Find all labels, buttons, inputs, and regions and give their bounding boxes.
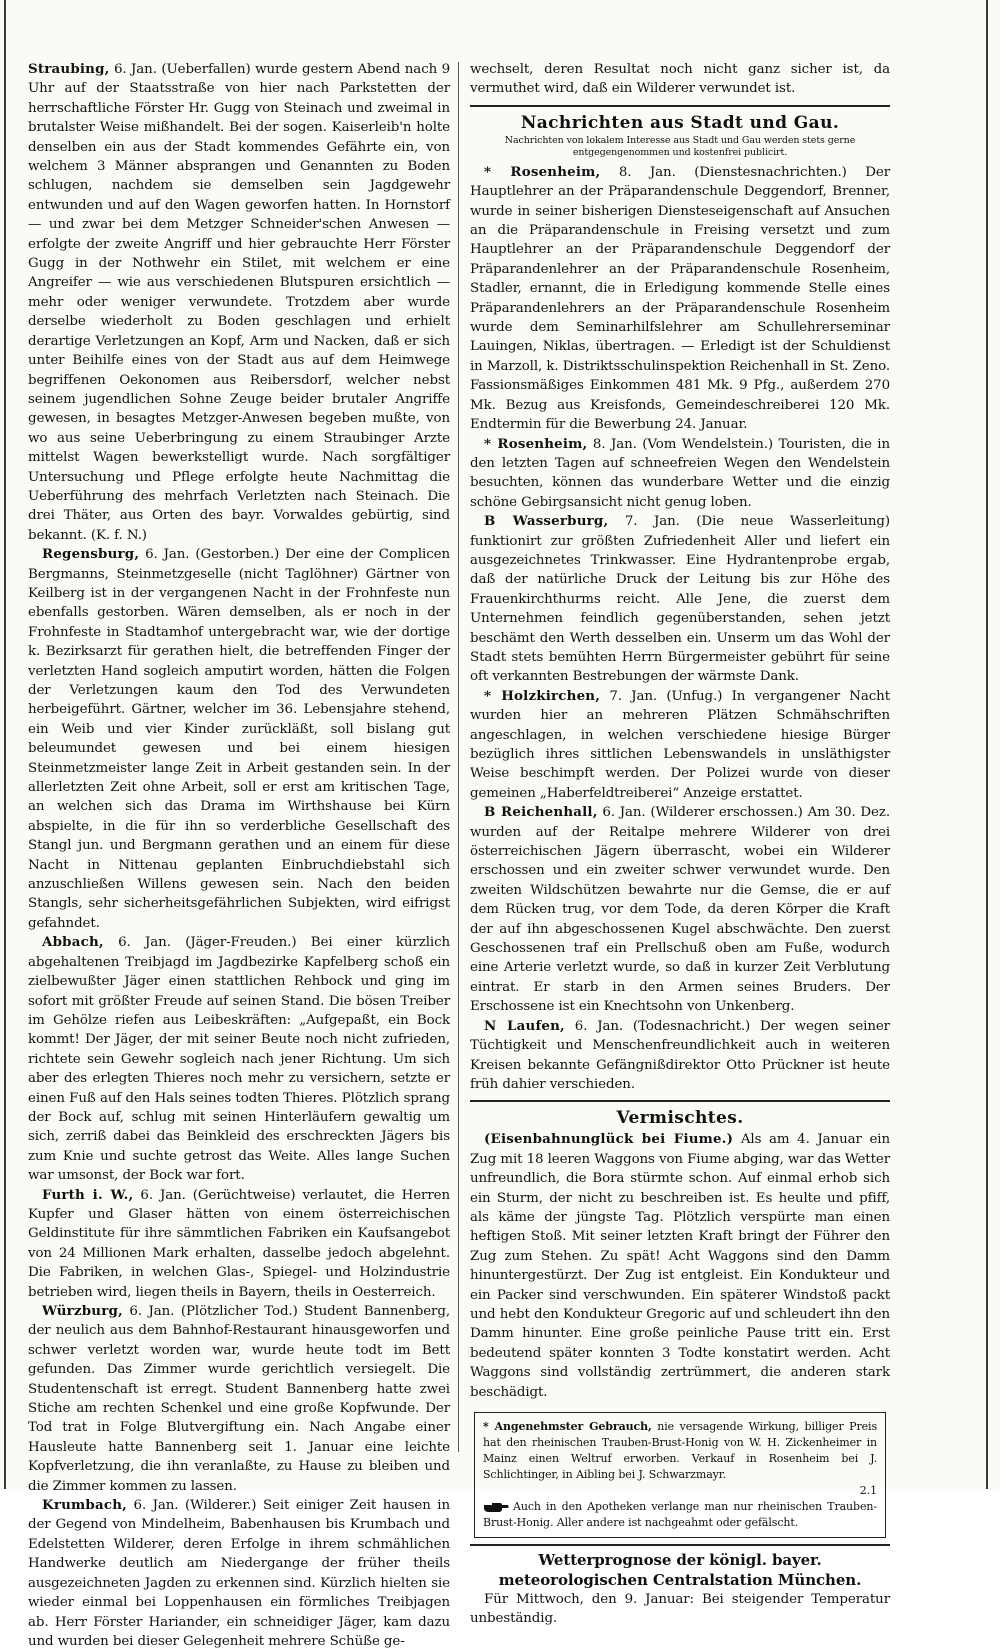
ad-number: 2.1 [859, 1484, 877, 1497]
pointing-hand-icon [483, 1501, 509, 1513]
article-reichenhall [470, 803, 890, 1016]
article-place: N Laufen, [484, 1017, 565, 1034]
ad-footer: Auch in den Apotheken verlange man nur rheinischen Trauben-Brust-Honig. Aller andere ist nachgeahmt oder gefälscht. [483, 1500, 877, 1529]
ad-body: nie versagende Wirkung, billiger Preis hat den rheinischen Trauben-Brust-Honig von W. H. Zickenheimer in Mainz einen Weltruf erworben. Verkauf in Rosenheim bei J. Schlichtinger, in Aibling bei J. Schwarzmayr. [483, 1420, 877, 1481]
article-place: * Rosenheim, [484, 435, 588, 452]
article-body: 6. Jan. (Jäger-Freuden.) Bei einer kürzlich abgehaltenen Treibjagd im Jagdbezirke Kapfelberg schoß ein zielbewußter Jäger einen stattlichen Rehbock und ging im sofort mit größter Freude auf seinen Stand. Die bösen Treiber im Gehölze riefen aus Leibeskräften: „Aufgepaßt, ein Bock kommt! Der Jäger, der mit seiner Beute noch nicht zufrieden, richtete sein Gewehr sogleich nach jener Richtung. Um sich aber des erlegten Thieres noch mehr zu versichern, setzte er einen Fuß auf den Hals seines todten Thieres. Plötzlich sprang der Bock auf, schlug mit seinen Hinterläufern gewaltig um sich, zerriß dabei das Beinkleid des erschreckten Jägers bis zum Knie und suchte getrost das Weite. Alles lange Suchen war umsonst, der Bock war fort. [28, 935, 450, 1184]
article-body: 7. Jan. (Unfug.) In vergangener Nacht wurden hier an mehreren Plätzen Schmähschriften angeschlagen, in welchen verschiedene hiesige Bürger bezüglich ihres sittlichen Lebenswandels in unsläthigster Weise beschimpft werden. Der Polizei wurde von dieser gemeinen „Haberfeldtreiberei“ Anzeige erstattet. [470, 688, 890, 801]
article-place: B Wasserburg, [484, 513, 609, 530]
article-holzkirchen [470, 687, 890, 803]
article-body: Als am 4. Januar ein Zug mit 18 leeren Waggons von Fiume abging, war das Wetter unfreundlich, die Bora stürmte schon. Auf einmal erhob sich ein Sturm, der nicht zu beschreiben ist. Es heulte und pfiff, als käme der jüngste Tag. Plötzlich verspürte man einen heftigen Stoß. Mit seiner letzten Kraft bringt der Führer den Zug zum Stehen. Zu spät! Acht Waggons sind den Damm hinuntergestürzt. Der Zug ist entgleist. Ein Kondukteur und ein Packer sind verschwunden. Ein späterer Windstoß packt und hebt den Kondukteur Gregoric auf und schleudert ihn den Damm hinunter. Eine große peinliche Pause tritt ein. Erst bedeutend später konnten 3 Todte konstatirt werden. Acht Waggons sind vollständig zertrümmert, die anderen stark beschädigt. [470, 1132, 890, 1400]
section-rule [470, 1100, 890, 1102]
article-place: * Holzkirchen, [484, 687, 601, 704]
article-body: 8. Jan. (Dienstesnachrichten.) Der Hauptlehrer an der Präparandenschule Deggendorf, Brenner, wurde in seiner bisherigen Diensteseigenschaft auf Ansuchen an die Präparandenschule in Freising versetzt und zum Hauptlehrer an der Präparandenschule Deggendorf der Präparandenlehrer an der Präparandenschule Rosenheim, Stadler, ernannt, die in Erledigung kommende Stelle eines Präparandenlehrers an der Präparandenschule Rosenheim wurde dem Seminarhilfslehrer am Schullehrerseminar Lauingen, Niklas, übertragen. — Erledigt ist der Schuldienst in Marzoll, k. Distriktsschulinspektion Reichenhall in St. Zeno. Fassionsmäßiges Einkommen 481 Mk. 9 Pfg., außerdem 270 Mk. Bezug aus Kreisfonds, Gemeindeschreiberei 120 Mk. Endtermin für die Bewerbung 24. Januar. [470, 164, 891, 433]
article-body: 6. Jan. (Plötzlicher Tod.) Student Bannenberg, der neulich aus dem Bahnhof-Restaurant hinausgeworfen und schwer verletzt worden war, wurde heute todt im Bett gefunden. Das Zimmer wurde gerichtlich versiegelt. Die Studentenschaft ist erregt. Student Bannenberg hatte zwei Stiche am rechten Schenkel und eine große Kopfwunde. Der Tod trat in Folge Blutvergiftung ein. Nach Angabe einer Hausleute hatte Bannenberg seit 1. Januar eine leichte Kopfverletzung, die ihn veranlaßte, zu Hause zu bleiben und die Zimmer kommen zu lassen. [28, 1304, 450, 1494]
ad-footer-line [483, 1499, 877, 1531]
article-place: Regensburg, [42, 546, 140, 563]
article-place: B Reichenhall, [484, 804, 598, 821]
article-place: Würzburg, [42, 1303, 123, 1319]
article-rosenheim-2 [470, 435, 890, 513]
article-wasserburg [470, 512, 890, 687]
article-place: * Rosenheim, [484, 163, 601, 180]
article-place: Straubing, [28, 61, 110, 77]
article-straubing [28, 60, 450, 545]
advertisement-box [474, 1412, 886, 1538]
weather-forecast: Für Mittwoch, den 9. Januar: Bei steigender Temperatur unbeständig. [470, 1592, 890, 1627]
article-body: 6. Jan. (Wilderer.) Seit einiger Zeit hausen in der Gegend von Mindelheim, Babenhausen bis Krumbach und Edelstetten Wilderer, deren Erfolge in ihrem schmählichen Handwerke deutlich am Niedergange der früher theils ausgezeichneten Jagden zu erkennen sind. Kürzlich hielten sie wieder einmal bei Loppenhausen ein förmliches Treibjagen ab. Herr Förster Hariander, ein schneidiger Jäger, kam dazu und wurden bei dieser Gelegenheit mehrere Schüße ge- [28, 1498, 450, 1649]
weather-title: Wetterprognose der königl. bayer. meteorologischen Centralstation München. [498, 1551, 862, 1589]
ad-title: * Angenehmster Gebrauch, [483, 1420, 652, 1433]
article-body: 6. Jan. (Gerüchtweise) verlautet, die Herren Kupfer und Glaser hätten von einem österreichischen Geldinstitute für ihre sämmtlichen Fabriken ein Kaufsangebot von 24 Millionen Mark erhalten, dasselbe jedoch abgelehnt. Die Fabriken, in welchen Glas-, Spiegel- und Holzindustrie betrieben wird, liegen theils in Bayern, theils in Oesterreich. [28, 1187, 450, 1300]
article-body: 6. Jan. (Wilderer erschossen.) Am 30. Dez. wurden auf der Reitalpe mehrere Wilderer von drei österreichischen Jägern überrascht, wobei ein Wilderer erschossen und ein zweiter schwer verwundet wurde. Den zweiten Wildschützen bewahrte nur die Gemse, die er auf dem Rücken trug, vor dem Tode, da deren Körper die Kraft der auf ihn abgeschossenen Kugel abschwächte. Den zuerst Geschossenen traf ein Prellschuß oben am Fuße, wodurch eine Arterie verletzt wurde, so daß in kurzer Zeit Verblutung eintrat. Er starb in den Armen seines Bruders. Der Erschossene ist ein Knechtsohn von Unkenberg. [470, 805, 890, 1015]
section-rule [470, 1544, 890, 1546]
article-abbach [28, 933, 450, 1185]
continuation-text: wechselt, deren Resultat noch nicht ganz sicher ist, da vermuthet wird, daß ein Wilderer verwundet ist. [470, 62, 890, 97]
ad-text [483, 1419, 877, 1483]
misc-title: Vermischtes. [616, 1108, 744, 1129]
article-body: 6. Jan. (Todesnachricht.) Der wegen seiner Tüchtigkeit und Menschenfreundlichkeit auch in weiteren Kreisen bekannte Gefängnißdirektor Otto Prückner ist heute früh dahier verschieden. [470, 1018, 890, 1092]
article-furth [28, 1186, 450, 1302]
article-body: 6. Jan. (Ueberfallen) wurde gestern Abend nach 9 Uhr auf der Staatsstraße von hier nach Parkstetten der herrschaftliche Förster Hr. Gugg von Steinach und zweimal in brutalster Weise mißhandelt. Bei der sogen. Kaiserleib'n holte denselben ein aus der Stadt kommendes Gefährte ein, von welchem 3 Männer absprangen und Genannten zu Boden schlugen, nachdem sie demselben sein Jagdgewehr entwunden und auf den Wagen geworfen hatten. In Hornstorf — und zwar bei dem Metzger Schneider'schen Anwesen — erfolgte der zweite Angriff und hier gebrauchte Herr Förster Gugg in der Nothwehr ein Stilet, mit welchem er eine Angreifer — wie aus verschiedenen Blutspuren ersichtlich — mehr oder weniger verwundete. Trotzdem aber wurde derselbe wiederholt zu Boden geschlagen und erhielt derartige Verletzungen an Kopf, Arm und Nacken, daß er sich unter Beihilfe eines von der Stadt aus auf dem Heimwege begriffenen Oekonomen aus Reibersdorf, welcher nebst seinem jugendlichen Sohne Zeuge beider brutaler Angriffe gewesen, in besagtes Metzger-Anwesen begeben mußte, von wo aus seine Ueberbringung zu einem Straubinger Arzte mittelst Wagen bewerkstelligt wurde. Nach sorgfältiger Untersuchung und Pflege erfolgte heute Nachmittag die Ueberführung des mehrfach Verletzten nach Steinach. Die drei Thäter, aus Orten des bayr. Vorwaldes gebürtig, sind bekannt. (K. f. N.) [28, 62, 450, 543]
article-body: 7. Jan. (Die neue Wasserleitung) funktionirt zur größten Zufriedenheit Aller und liefert ein ausgezeichnetes Trinkwasser. Eine Hydrantenprobe ergab, daß der natürliche Druck der Leitung bis zur Höhe des Frauenkirchthurms reicht. Alle Jene, die zuerst dem Unternehmen feindlich gegenüberstanden, sehen jetzt beschämt den Werth desselben ein. Unserm um das Wohl der Stadt stets bemühten Herrn Bürgermeister gebührt für seine oft verkannten Bestrebungen der wärmste Dank. [470, 514, 890, 685]
article-place: Krumbach, [42, 1497, 127, 1514]
page-edge-right [986, 0, 988, 1489]
article-place: Abbach, [42, 934, 104, 951]
article-place: Furth i. W., [42, 1186, 134, 1203]
left-column [28, 60, 450, 1651]
local-news-title: Nachrichten aus Stadt und Gau. [520, 112, 840, 133]
article-wuerzburg [28, 1302, 450, 1496]
article-place: (Eisenbahnunglück bei Fiume.) [484, 1131, 734, 1148]
article-fiume [470, 1130, 890, 1402]
article-rosenheim-1 [470, 163, 890, 435]
right-column [470, 60, 890, 1629]
page-edge-left [4, 0, 6, 1489]
section-rule [470, 105, 890, 107]
column-divider [458, 62, 459, 1452]
article-laufen [470, 1017, 890, 1095]
article-regensburg [28, 545, 450, 933]
local-news-subtitle: Nachrichten von lokalem Interesse aus Stadt und Gau werden stets gerne entgegengenommen und kostenfrei publicirt. [504, 134, 856, 158]
article-body: 6. Jan. (Gestorben.) Der eine der Complicen Bergmanns, Steinmetzgeselle (nicht Taglöhner) Gärtner von Keilberg ist in der vergangenen Nacht in der Frohnfeste nun ebenfalls gestorben. Wären demselben, als er noch in der Frohnfeste in Stadtamhof untergebracht war, wie der dortige k. Bezirksarzt für gerathen hielt, die betreffenden Finger der verletzten Hand sogleich amputirt worden, hätten die Folgen der Verletzungen kaum den Tod des Verwundeten herbeigeführt. Gärtner, welcher im 36. Lebensjahre stehend, ein Weib und vier Kinder zurückläßt, soll bislang gut beleumundet gewesen und bei einem hiesigen Steinmetzmeister lange Zeit in Arbeit gestanden sein. In der allerletzten Zeit ohne Arbeit, soll er erst am kritischen Tage, an welchen sich das Drama im Wirthshause bei Kürn abspielte, in die für ihn so verderbliche Gesellschaft des Stangl jun. und Bergmann gerathen und an einem für diese Nacht in Nittenau geplanten Einbruchdiebstahl sich anzuschließen Willens gewesen sein. Nach den beiden Stangls, sehr sicherheitsgefährlichen Subjekten, wird eifrigst gefahndet. [28, 547, 450, 931]
article-body: 8. Jan. (Vom Wendelstein.) Touristen, die in den letzten Tagen auf schneefreien Wegen den Wendelstein besuchten, können das wunderbare Wetter und die einzig schöne Gebirgsansicht nicht genug loben. [470, 436, 891, 510]
article-krumbach [28, 1496, 450, 1651]
